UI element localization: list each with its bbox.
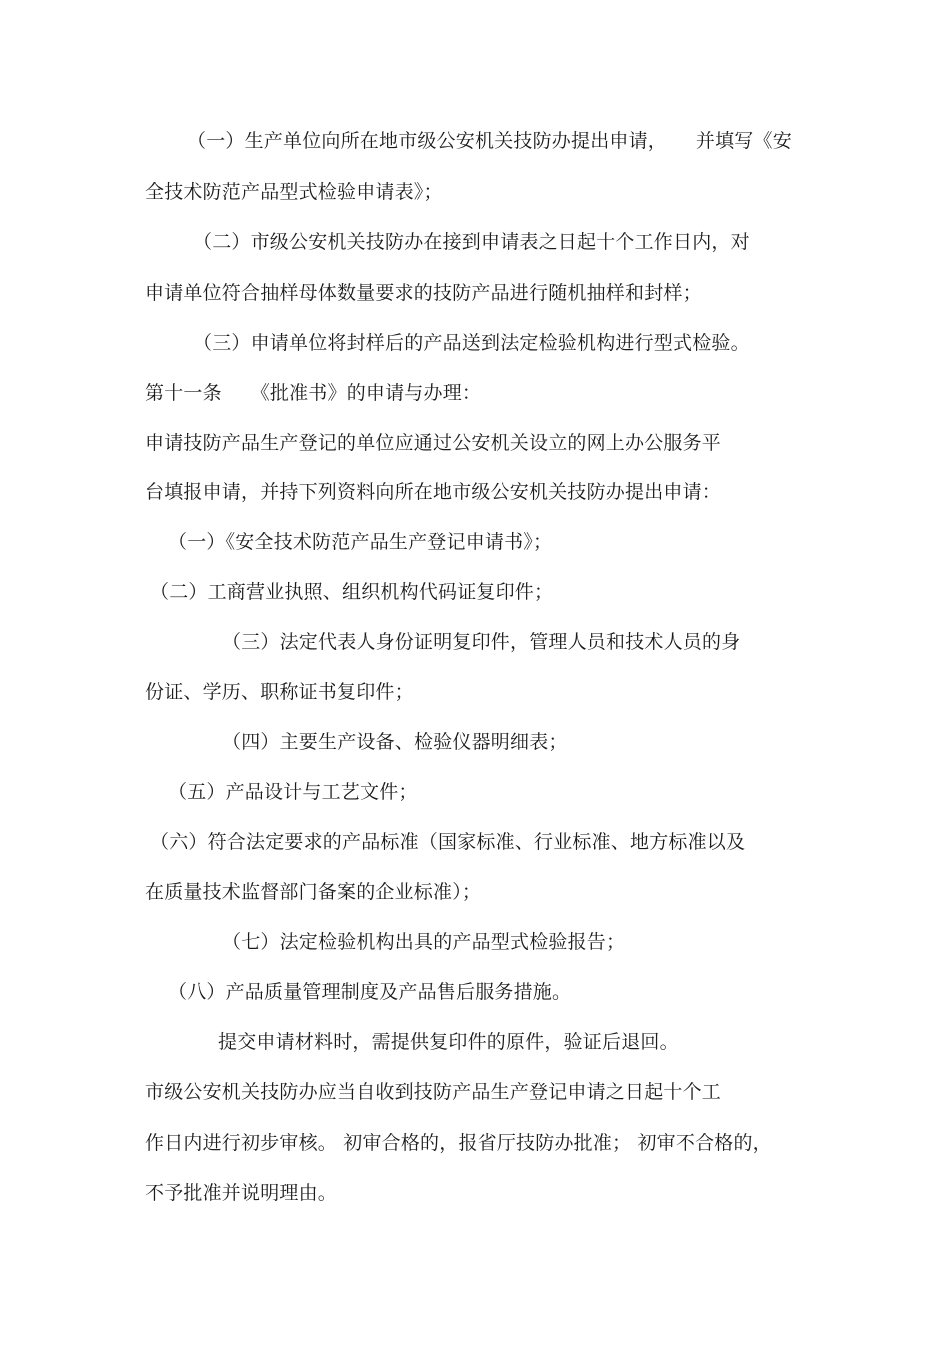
text-line-20: 市级公安机关技防办应当自收到技防产品生产登记申请之日起十个工 <box>145 1081 722 1103</box>
text-line-17: （七）法定检验机构出具的产品型式检验报告； <box>222 931 626 953</box>
text-line-2: 全技术防范产品型式检验申请表》； <box>145 181 443 203</box>
text-line-11: （三）法定代表人身份证明复印件，管理人员和技术人员的身 <box>222 631 741 653</box>
text-line-19: 提交申请材料时，需提供复印件的原件，验证后退回。 <box>218 1031 679 1053</box>
text-line-1: （一）生产单位向所在地市级公安机关技防办提出申请， 并填写《安 <box>187 130 792 152</box>
text-line-14: （五）产品设计与工艺文件； <box>168 781 418 803</box>
text-line-7: 申请技防产品生产登记的单位应通过公安机关设立的网上办公服务平 <box>145 432 722 454</box>
text-line-18: （八）产品质量管理制度及产品售后服务措施。 <box>168 981 572 1003</box>
text-line-5: （三）申请单位将封样后的产品送到法定检验机构进行型式检验。 <box>193 332 750 354</box>
text-line-3: （二）市级公安机关技防办在接到申请表之日起十个工作日内，对 <box>193 231 750 253</box>
text-line-9: （一）《安全技术防范产品生产登记申请书》； <box>168 531 553 553</box>
text-line-10: （二）工商营业执照、组织机构代码证复印件； <box>150 581 554 603</box>
text-line-6: 第十一条 《批准书》的申请与办理： <box>145 382 482 404</box>
text-line-15: （六）符合法定要求的产品标准（国家标准、行业标准、地方标准以及 <box>150 831 746 853</box>
text-line-16: 在质量技术监督部门备案的企业标准）； <box>145 881 482 903</box>
text-line-4: 申请单位符合抽样母体数量要求的技防产品进行随机抽样和封样； <box>145 282 702 304</box>
text-line-21: 作日内进行初步审核。 初审合格的，报省厅技防办批准； 初审不合格的， <box>145 1132 772 1154</box>
text-line-13: （四）主要生产设备、检验仪器明细表； <box>222 731 568 753</box>
text-line-22: 不予批准并说明理由。 <box>145 1182 338 1204</box>
text-line-12: 份证、学历、职称证书复印件； <box>145 681 414 703</box>
text-line-8: 台填报申请，并持下列资料向所在地市级公安机关技防办提出申请： <box>145 481 722 503</box>
